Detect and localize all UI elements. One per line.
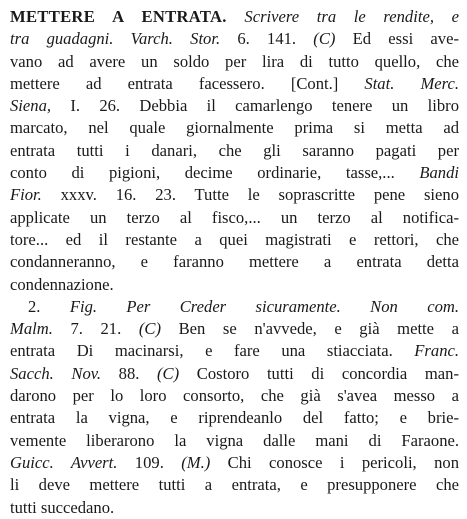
text-line [10,318,459,340]
text-run: entrata Di macinarsi, e fare una stiacciata. [10,341,415,361]
text-run: 88. [101,363,158,383]
italic-citation: (C) [138,319,161,339]
text-run: 6. 141. [220,29,314,49]
text-line [10,363,459,385]
text-run: Chi conosce i pericoli, non [210,452,459,472]
text-line [10,407,459,429]
italic-citation: Franc. [414,341,459,361]
text-line [10,73,459,95]
text-line [10,51,459,73]
italic-citation: Fig. Per Creder sicuramente. Non com. [69,296,459,316]
text-line [10,184,459,206]
text-run: applicate un terzo al fisco,... un terzo al notifica- [10,207,459,227]
italic-citation: Siena, [10,96,52,116]
text-line [10,385,459,407]
italic-citation: Fior. [10,185,42,205]
italic-citation: tra guadagni. [10,29,114,49]
text-run: Ben se n'avvede, e già mette a [160,319,459,339]
text-run [113,29,130,48]
text-line [10,117,459,139]
text-run: li deve mettere tutti a entrata, e presupponere che [10,475,459,495]
text-line [10,6,459,28]
text-run: Costoro tutti di concordia man- [179,363,459,383]
headword: METTERE A ENTRATA. [10,7,227,26]
text-run: condanneranno, e faranno mettere a entrata detta [10,252,459,272]
text-run: 109. [117,452,182,472]
text-run: vano ad avere un soldo per lira di tutto quello, che [10,51,459,71]
text-run: conto di pigioni, decime ordinarie, tasse,... [10,163,420,183]
text-line [10,340,459,362]
text-line [10,251,459,273]
text-run: I. 26. Debbia il camarlengo tenere un libro [51,96,459,116]
italic-citation: Bandi [419,163,459,183]
text-run: marcato, nel quale giornalmente prima si metta ad [10,118,459,138]
italic-citation: Varch. Stor. [130,29,221,49]
italic-citation: Stat. Merc. [364,73,459,93]
text-run: tore... ed il restante a quei magistrati e rettori, che [10,229,459,249]
italic-citation: (C) [157,363,180,383]
text-run: xxxv. 16. 23. Tutte le soprascritte pene sieno [41,185,459,205]
text-line [10,140,459,162]
text-line [10,474,459,496]
text-run: condennazione. [10,274,114,294]
text-line [10,95,459,117]
text-line [10,274,459,296]
italic-citation: Guicc. Avvert. [10,452,118,472]
text-run: 7. 21. [52,319,139,339]
text-line [10,162,459,184]
italic-citation: Scrivere tra le rendite, e [244,7,459,26]
text-line [10,430,459,452]
italic-citation: (C) [313,29,336,49]
text-run: vemente liberarono la vigna dalle mani di Faraone. [10,430,459,450]
italic-citation: (M.) [181,452,211,472]
text-run: 2. [28,296,70,316]
text-run: darono per lo loro consorto, che già s'avea messo a [10,386,459,406]
text-line [10,229,459,251]
italic-citation: Malm. [10,319,53,339]
text-run [227,7,245,26]
text-line [10,497,459,519]
text-run: entrata la vigna, e riprendeanlo del fatto; e brie- [10,408,459,428]
italic-citation: Sacch. Nov. [10,363,102,383]
text-run: tutti succedano. [10,497,115,517]
text-run: Ed essi ave- [335,29,459,49]
text-line [10,28,459,50]
text-run: entrata tutti i danari, che gli saranno pagati per [10,140,459,160]
text-line [10,207,459,229]
text-line [10,296,459,318]
text-line [10,452,459,474]
text-run: mettere ad entrata facessero. [Cont.] [10,73,365,93]
